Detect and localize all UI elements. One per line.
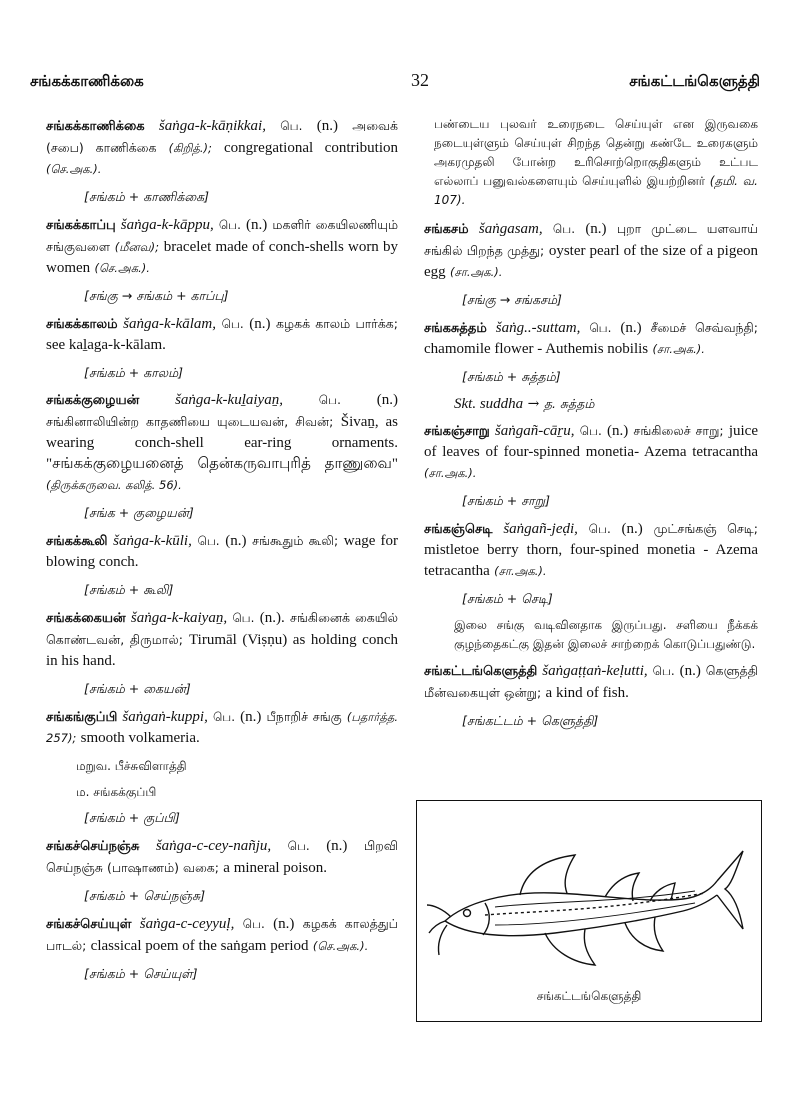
dictionary-entry (424, 317, 758, 360)
tamil-form: த. சுத்தம் (543, 396, 595, 411)
continued-text: பண்டைய புலவர் உரைநடை செய்யுள் என இருவகை நடையுள்ளும் செய்யுள் சிறந்த தென்று கண்டே உரைகளும் அகரமுதலி போன்ற உரிசொற்றொகுதிகளும் உட்பட எல்லாப் பனுவல்களையும் செய்யுளில் இயற்றினர் (434, 117, 758, 188)
entry-transliteration: šaṅgañ-cāṟu, (494, 423, 575, 439)
dictionary-entry (46, 913, 398, 957)
entry-etymology: [சங்கம் + கூலி] (84, 582, 174, 597)
entry-pos-english: (n.) (225, 533, 247, 549)
entry-etymology: [சங்கம் + செய்நஞ்சு] (84, 888, 206, 903)
entry-pos-english: (n.). (259, 610, 285, 626)
entry-transliteration: šaṅgaṭṭaṅ-keḷutti, (542, 663, 648, 679)
entry-pos-tamil: பெ. (197, 534, 220, 548)
entry-headword: சங்கஞ்சாறு (424, 424, 490, 439)
entry-pos-english: (n.) (621, 521, 643, 537)
dictionary-entry (424, 518, 758, 582)
entry-pos-tamil: பெ. (579, 424, 602, 438)
entry-pos-tamil: பெ. (588, 522, 611, 536)
entry-pos-english: (n.) (376, 392, 398, 408)
continued-paragraph (424, 115, 758, 210)
header-left-word: சங்கக்காணிக்கை (30, 72, 144, 90)
dictionary-entry (46, 390, 398, 496)
entry-pos-tamil: பெ. (232, 611, 255, 625)
entry-tamil-definition: கழகக் காலத்துப் பாடல்; (46, 916, 398, 953)
entry-headword: சங்கச்செய்யுள் (46, 917, 132, 932)
entry-english-definition: oyster pearl of the size of a pigeon egg (424, 243, 758, 280)
entry-tamil-definition: முட்சங்கஞ் செடி; (653, 521, 758, 536)
arrow-icon: → (527, 396, 540, 412)
dictionary-entry (424, 660, 758, 704)
entry-etymology: [சங்கம் + காலம்] (84, 365, 184, 380)
entry-etymology: [சங்கம் + சாறு] (462, 493, 551, 508)
entry-etymology: [சங்கம் + காணிக்கை] (84, 189, 210, 204)
entry-transliteration: šaṅga-c-cey-nañju, (155, 838, 272, 854)
dictionary-entry (424, 420, 758, 484)
entry-reference: (கிறித்.); (168, 141, 212, 155)
entry-pos-english: (n.) (620, 320, 642, 336)
entry-headword: சங்கக்கையன் (46, 611, 126, 626)
entry-transliteration: šaṅga-k-kāṇikkai, (158, 118, 266, 134)
entry-english-definition: mistletoe berry thorn, four-spined monetia - Azema tetracantha (424, 542, 758, 579)
entry-english-definition: Šivaṉ, as wearing conch-shell ear-ring ornaments. "சங்கக்குழையனைத் தென்கருவாபுரித் தாணுவை" (46, 414, 398, 472)
entry-english-definition: Tirumāl (Viṣṇu) as holding conch in his hand. (46, 632, 398, 669)
entry-reference: (பதார்த்த. 257); (46, 710, 399, 745)
header-right-word: சங்கட்டங்கெளுத்தி (629, 72, 760, 90)
entry-tamil-definition: பிறவி செய்நஞ்சு (பாஷாணம்) வகை; (46, 838, 399, 875)
entry-pos-english: (n.) (316, 118, 338, 134)
running-header (30, 72, 770, 98)
entry-english-definition: juice of leaves of four-spinned monetia- Azema tetracantha (424, 423, 758, 460)
entry-headword: சங்கக்காலம் (46, 317, 118, 332)
entry-etymology: [சங்கம் + குப்பி] (84, 810, 180, 825)
figure-caption: சங்கட்டங்கெளுத்தி (536, 989, 642, 1003)
entry-english-definition: see kaḻaga-k-kālam. (46, 337, 166, 353)
entry-pos-english: (n.) (679, 663, 701, 679)
entry-headword: சங்கஞ்செடி (424, 522, 493, 537)
entry-headword: சங்கக்காணிக்கை (46, 119, 145, 134)
entry-english-definition: smooth volkameria. (80, 730, 200, 746)
entry-english-definition: congregational contribution (224, 140, 399, 156)
entry-english-definition: classical poem of the saṅgam period (90, 938, 309, 954)
entry-headword: சங்கக்காப்பு (46, 218, 116, 233)
entry-headword: சங்கக்குழையன் (46, 393, 140, 408)
entry-headword: சங்கட்டங்கெளுத்தி (424, 664, 538, 679)
entry-reference: (செ.அக.). (312, 939, 369, 953)
entry-transliteration: šaṅga-k-kaiyaṉ, (130, 610, 228, 626)
entry-tamil-definition: கழகக் காலம் பார்க்க; (276, 316, 399, 331)
entry-pos-tamil: பெ. (280, 119, 303, 133)
sanskrit-word: Skt. suddha (454, 396, 524, 412)
entry-tamil-definition: சங்கினைக் கையில் கொண்டவன், திருமால்; (46, 610, 398, 647)
entry-pos-english: (n.) (246, 217, 268, 233)
entry-transliteration: šaṅgañ-jeḍi, (503, 521, 578, 537)
entry-etymology: [சங்கு → சங்கம் + காப்பு] (84, 288, 229, 303)
dictionary-entry (46, 706, 398, 749)
entry-etymology: [சங்கம் + செடி] (462, 591, 553, 606)
entry-english-definition: wage for blowing conch. (46, 533, 399, 570)
sanskrit-origin (454, 394, 758, 414)
entry-reference: (சா.அக.). (494, 564, 547, 578)
entry-transliteration: šaṅga-k-kāppu, (120, 217, 214, 233)
entry-reference: (சா.அக.). (449, 265, 503, 279)
entry-transliteration: šaṅga-k-kūli, (113, 533, 192, 549)
entry-pos-tamil: பெ. (221, 317, 244, 331)
entry-tamil-definition: பீநாறிச் சங்கு (266, 709, 342, 724)
entry-transliteration: šaṅga-k-kālam, (123, 316, 217, 332)
entry-headword: சங்கச்செய்நஞ்சு (46, 839, 140, 854)
entry-pos-english: (n.) (585, 221, 607, 237)
entry-headword: சங்கசுத்தம் (424, 321, 487, 336)
left-column (46, 115, 398, 991)
entry-tamil-definition: சங்கிலைச் சாறு; (633, 423, 724, 438)
entry-pos-english: (n.) (326, 838, 348, 854)
fish-figure (416, 800, 762, 1022)
entry-etymology: [சங்க + குழையன்] (84, 505, 194, 520)
entry-pos-english: (n.) (606, 423, 629, 439)
entry-pos-english: (n.) (240, 709, 262, 725)
page-number: 32 (411, 70, 429, 90)
entry-tamil-definition: கெளுத்தி மீன்வகையுள் ஒன்று; (424, 663, 758, 700)
entry-headword: சங்கங்குப்பி (46, 710, 118, 725)
entry-english-definition: a mineral poison. (223, 860, 328, 876)
entry-etymology: [சங்கம் + சுத்தம்] (462, 369, 561, 384)
entry-tamil-definition: சீமைச் செவ்வந்தி; (650, 320, 759, 335)
entry-pos-tamil: பெ. (552, 222, 576, 236)
entry-etymology: [சங்கம் + செய்யுள்] (84, 966, 198, 981)
entry-cognate: ம. சங்கக்குப்பி (76, 785, 157, 799)
dictionary-entry (46, 115, 398, 180)
entry-transliteration: šaṅgasam, (478, 221, 543, 237)
entry-note: இலை சங்கு வடிவினதாக இருப்பது. சளியை நீக்கக் குழந்தைகட்கு இதன் இலைச் சாற்றைக் கொடுப்பதுண்டு. (454, 618, 758, 651)
dictionary-entry (46, 530, 398, 573)
entry-headword: சங்கக்கூலி (46, 534, 108, 549)
entry-tamil-definition: மகளிர் கையிலணியும் சங்குவளை (46, 217, 399, 254)
right-column (424, 115, 758, 738)
entry-etymology: [சங்கு → சங்கசம்] (462, 292, 562, 307)
entry-pos-tamil: பெ. (589, 321, 612, 335)
entry-pos-tamil: பெ. (218, 218, 241, 232)
entry-transliteration: šaṅgaṅ-kuppi, (122, 709, 208, 725)
dictionary-entry (46, 607, 398, 672)
entry-pos-tamil: பெ. (212, 710, 236, 724)
entry-etymology: [சங்கம் + கையன்] (84, 681, 191, 696)
entry-reference: (சா.அக.). (424, 466, 477, 480)
entry-tamil-definition: அவைக் (சபை) காணிக்கை (46, 118, 398, 155)
catfish-illustration-icon (425, 811, 753, 981)
dictionary-entry (424, 218, 758, 283)
entry-reference: (திருக்கருவை. கலித். 56). (46, 478, 182, 492)
entry-english-definition: a kind of fish. (545, 685, 629, 701)
entry-pos-tamil: பெ. (318, 393, 341, 407)
entry-english-definition: bracelet made of conch-shells worn by women (46, 239, 399, 276)
entry-tamil-definition: சங்கூதும் கூலி; (252, 533, 339, 548)
entry-tamil-definition: புறா முட்டை யளவாய் சங்கில் பிறந்த முத்து; (424, 221, 758, 258)
entry-reference: (சா.அக.). (652, 342, 705, 356)
dictionary-entry (46, 214, 398, 279)
entry-transliteration: šaṅga-k-kuḻaiyaṉ, (175, 392, 283, 408)
entry-synonym: மறுவ. பீச்சுவிளாத்தி (76, 759, 187, 773)
entry-reference: (மீனவ); (114, 240, 160, 254)
entry-reference: (தமி. வ. 107). (434, 174, 758, 207)
entry-etymology: [சங்கட்டம் + கெளுத்தி] (462, 713, 599, 728)
entry-reference: (செ.அக.). (46, 162, 102, 176)
dictionary-entry (46, 835, 398, 879)
entry-pos-english: (n.) (249, 316, 271, 332)
entry-headword: சங்கசம் (424, 222, 469, 237)
entry-transliteration: šaṅga-c-ceyyuḷ, (139, 916, 235, 932)
entry-pos-tamil: பெ. (287, 839, 310, 853)
entry-tamil-definition: சங்கினாலியின்ற காதணியை யுடையவன், சிவன்; (46, 414, 334, 429)
entry-pos-tamil: பெ. (242, 917, 265, 931)
entry-pos-tamil: பெ. (652, 664, 675, 678)
entry-pos-english: (n.) (273, 916, 295, 932)
entry-transliteration: šaṅg..-suttam, (495, 320, 581, 336)
entry-reference: (செ.அக.). (94, 261, 150, 275)
entry-english-definition: chamomile flower - Authemis nobilis (424, 341, 649, 357)
dictionary-entry (46, 313, 398, 356)
